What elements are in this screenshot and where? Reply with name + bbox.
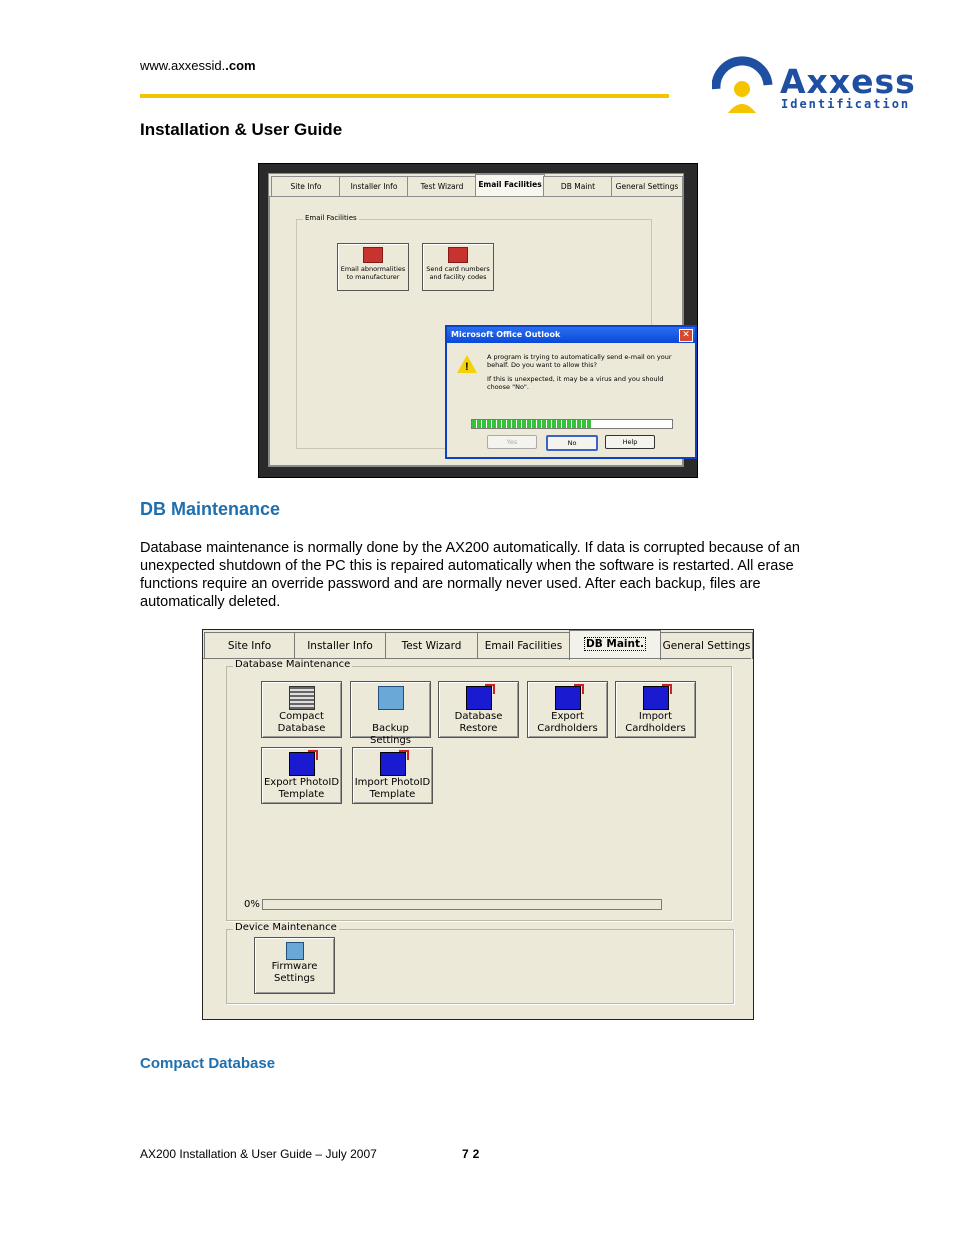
- button-label: Email abnormalities to manufacturer: [340, 265, 406, 281]
- no-button[interactable]: No: [546, 435, 598, 451]
- tab-installer-info[interactable]: Installer Info: [294, 632, 386, 659]
- backup-settings-button[interactable]: Backup Settings: [350, 681, 431, 738]
- logo-subtitle: Identification: [781, 97, 911, 111]
- dialog-progress-bar: [471, 419, 673, 429]
- email-facilities-screenshot: [258, 163, 698, 478]
- group-label: Device Maintenance: [235, 922, 337, 933]
- email-abnormalities-button[interactable]: [337, 243, 409, 291]
- yes-button[interactable]: Yes: [487, 435, 537, 449]
- outlook-security-dialog: Microsoft Office Outlook ✕ ! A program is trying to automatically send e-mail on your behalf. Do you want to allow this? If this is unexpected, it may be a virus and you should choose "No". Yes No Help: [445, 325, 697, 459]
- email-panel: [269, 196, 690, 466]
- dialog-title: Microsoft Office Outlook ✕: [447, 327, 695, 343]
- tab-general-settings[interactable]: General Settings: [660, 632, 753, 659]
- import-cardholders-icon: [643, 686, 669, 710]
- email-icon: [448, 247, 468, 263]
- tab-installer-info[interactable]: Installer Info: [339, 176, 409, 196]
- tab-db-maint[interactable]: DB Maint.: [569, 630, 661, 660]
- export-cardholders-icon: [555, 686, 581, 710]
- tab-test-wizard[interactable]: Test Wizard: [385, 632, 478, 659]
- export-photoid-icon: [289, 752, 315, 776]
- website-url: www.axxessid..com: [140, 58, 256, 73]
- tab-site-info[interactable]: Site Info: [271, 176, 341, 196]
- tab-email-facilities[interactable]: Email Facilities: [475, 174, 545, 197]
- header-rule: [140, 94, 669, 98]
- export-cardholders-button[interactable]: Export Cardholders: [527, 681, 608, 738]
- button-label: Send card numbers and facility codes: [426, 265, 490, 281]
- compact-database-heading: Compact Database: [140, 1055, 276, 1072]
- compact-database-icon: [289, 686, 315, 710]
- group-label: Email Facilities: [305, 214, 357, 222]
- footer-text: AX200 Installation & User Guide – July 2007: [140, 1147, 377, 1161]
- group-label: Database Maintenance: [235, 659, 351, 670]
- logo-wordmark: Axxess: [780, 62, 916, 101]
- dialog-message: A program is trying to automatically send e-mail on your behalf. Do you want to allow this? If this is unexpected, it may be a virus and you should choose "No".: [487, 353, 672, 391]
- send-card-numbers-button[interactable]: [422, 243, 494, 291]
- tab-site-info[interactable]: Site Info: [204, 632, 295, 659]
- import-photoid-icon: [380, 752, 406, 776]
- database-restore-button[interactable]: Database Restore: [438, 681, 519, 738]
- tab-email-facilities[interactable]: Email Facilities: [477, 632, 570, 659]
- section-paragraph: Database maintenance is normally done by the AX200 automatically. If data is corrupted because of an unexpected shutdown of the PC this is repaired automatically when the software is restarted. All erase functions require an override password and are normally never used. After each backup, files are automatically deleted.: [140, 540, 800, 610]
- db-progress-bar: [262, 899, 662, 910]
- import-photoid-template-button[interactable]: Import PhotoID Template: [352, 747, 433, 804]
- section-heading: DB Maintenance: [140, 499, 281, 519]
- firmware-settings-button[interactable]: Firmware Settings: [254, 937, 335, 994]
- close-icon[interactable]: ✕: [679, 329, 693, 342]
- page-number: 72: [462, 1147, 484, 1161]
- import-cardholders-button[interactable]: Import Cardholders: [615, 681, 696, 738]
- tab-general-settings[interactable]: General Settings: [611, 176, 683, 196]
- compact-database-button[interactable]: Compact Database: [261, 681, 342, 738]
- database-restore-icon: [466, 686, 492, 710]
- email-icon: [363, 247, 383, 263]
- tab-strip: [269, 174, 683, 196]
- export-photoid-template-button[interactable]: Export PhotoID Template: [261, 747, 342, 804]
- tab-test-wizard[interactable]: Test Wizard: [407, 176, 477, 196]
- guide-title: Installation & User Guide: [140, 120, 343, 139]
- help-button[interactable]: Help: [605, 435, 655, 449]
- backup-settings-icon: [378, 686, 404, 710]
- tab-db-maint[interactable]: DB Maint: [543, 176, 613, 196]
- firmware-settings-icon: [286, 942, 304, 960]
- progress-percent: 0%: [244, 899, 260, 910]
- progress-fill: [472, 420, 592, 428]
